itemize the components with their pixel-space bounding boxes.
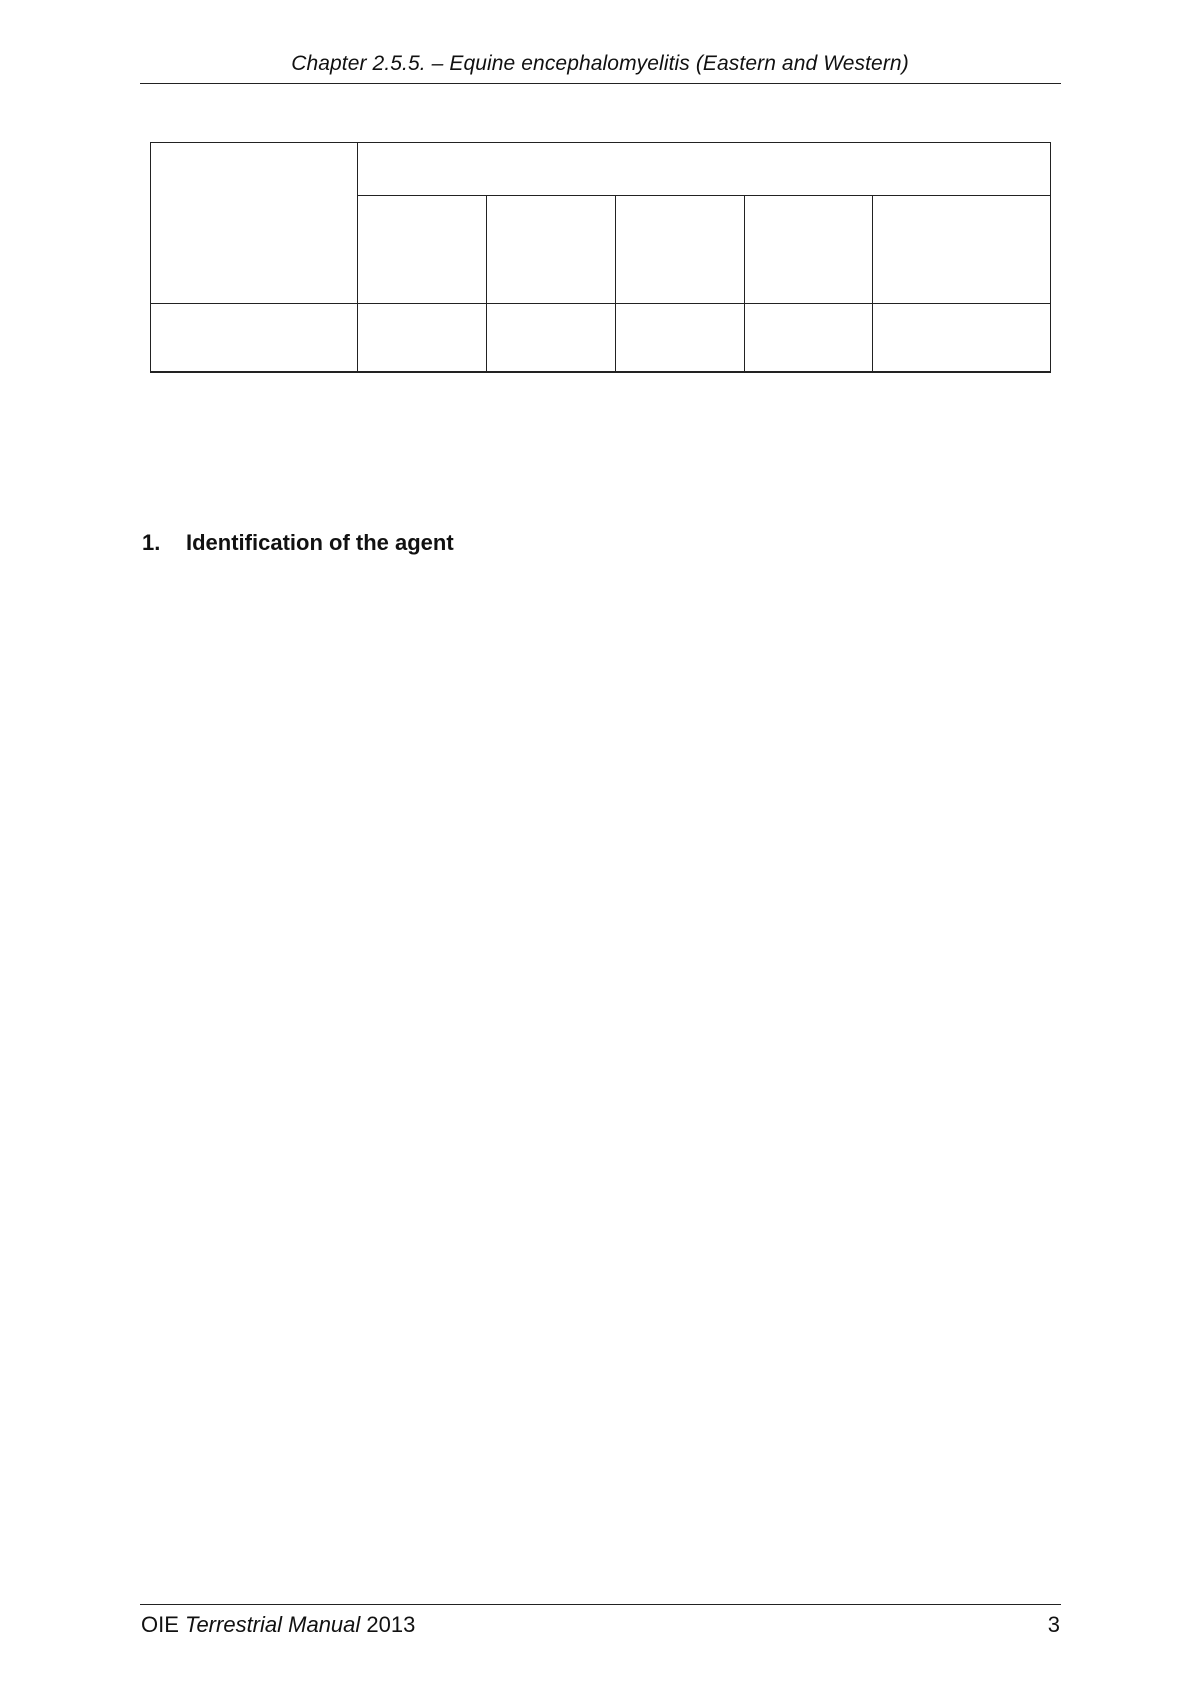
table-cell (745, 304, 873, 372)
header-rule (140, 83, 1061, 84)
page-number: 3 (1047, 1612, 1060, 1637)
footer-citation (141, 1612, 415, 1638)
table-cell (151, 143, 358, 304)
footer-publisher: OIE (141, 1612, 179, 1637)
table-cell (487, 196, 616, 304)
table-cell (873, 196, 1051, 304)
running-header: Chapter 2.5.5. – Equine encephalomyelitis (Eastern and Western) (291, 52, 909, 75)
section-heading (142, 530, 454, 556)
table-cell (358, 196, 487, 304)
footer-manual-name: Terrestrial Manual (185, 1612, 361, 1637)
table-row (151, 304, 1051, 372)
table-cell (358, 143, 1051, 196)
table-cell (616, 304, 745, 372)
table-cell (358, 304, 487, 372)
section-title: Identification of the agent (186, 530, 454, 555)
table-cell (616, 196, 745, 304)
footer-year: 2013 (366, 1612, 416, 1637)
table-row (151, 143, 1051, 196)
table-cell (873, 304, 1051, 372)
section-number: 1. (142, 530, 161, 555)
table-cell (745, 196, 873, 304)
footer-rule (140, 1604, 1061, 1605)
table-cell (487, 304, 616, 372)
table-cell (151, 304, 358, 372)
empty-table (150, 142, 1051, 373)
